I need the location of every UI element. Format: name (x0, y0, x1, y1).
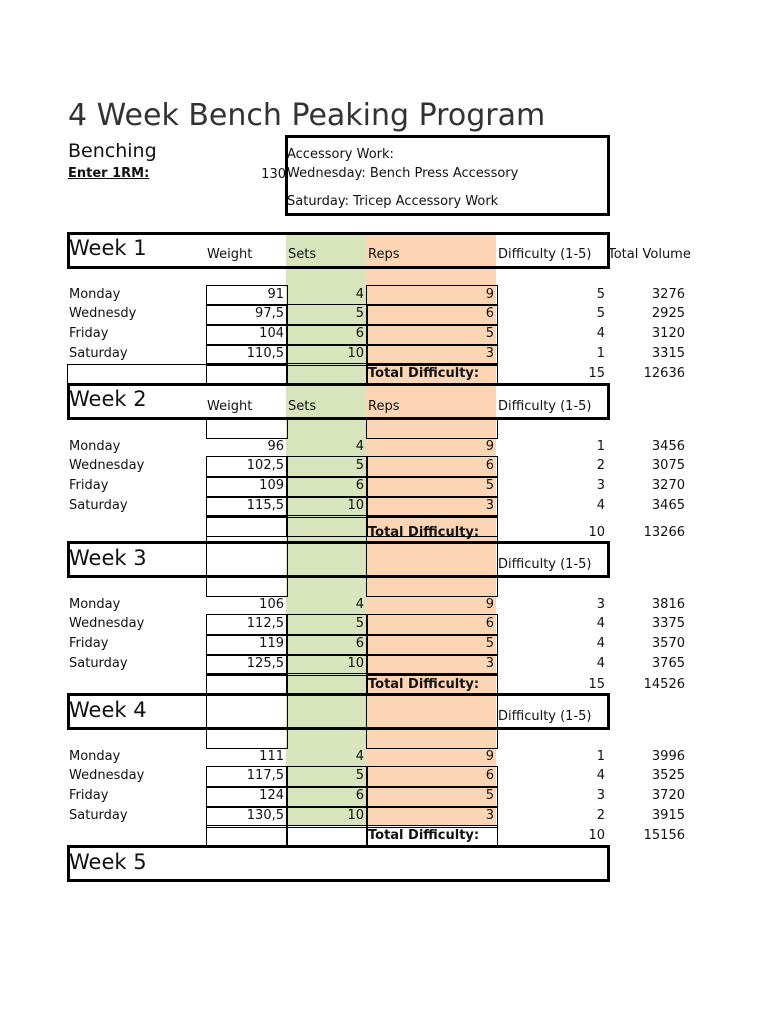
grid-cell (366, 324, 498, 346)
sets-header: Sets (288, 247, 317, 262)
total-difficulty-label: Total Difficulty: (368, 828, 480, 843)
volume-cell: 3315 (651, 346, 685, 361)
reps-cell[interactable]: 5 (485, 478, 494, 493)
total-difficulty-label: Total Difficulty: (368, 677, 480, 692)
grid-cell (206, 344, 288, 366)
week-5-label: Week 5 (69, 850, 147, 874)
weight-header: Weight (207, 399, 253, 414)
accessory-wednesday: Wednesday: Bench Press Accessory (287, 166, 519, 181)
volume-cell: 3525 (651, 768, 685, 783)
week-4-label: Week 4 (69, 698, 147, 722)
sets-cell[interactable]: 5 (355, 458, 364, 473)
reps-cell[interactable]: 9 (485, 749, 494, 764)
volume-cell: 3765 (651, 656, 685, 671)
one-rm-value[interactable]: 130 (261, 167, 286, 182)
grid-cell (206, 515, 288, 537)
total-volume-value: 14526 (643, 677, 685, 692)
sets-cell[interactable]: 4 (355, 287, 364, 302)
difficulty-cell[interactable]: 2 (596, 808, 605, 823)
grid-cell (366, 694, 498, 729)
grid-cell (206, 304, 288, 326)
sets-cell[interactable]: 6 (355, 326, 364, 341)
total-difficulty-label: Total Difficulty: (368, 525, 480, 540)
day-label: Friday (69, 636, 109, 651)
grid-cell (366, 806, 498, 828)
grid-cell (286, 324, 368, 346)
difficulty-header: Difficulty (1-5) (498, 399, 592, 414)
volume-cell: 3720 (651, 788, 685, 803)
grid-cell (366, 728, 498, 749)
sets-cell[interactable]: 6 (355, 478, 364, 493)
weight-cell[interactable]: 102,5 (246, 458, 284, 473)
total-difficulty-label: Total Difficulty: (368, 366, 480, 381)
volume-cell: 2925 (651, 306, 685, 321)
volume-cell: 3915 (651, 808, 685, 823)
weight-cell[interactable]: 130,5 (246, 808, 284, 823)
grid-cell (366, 654, 498, 676)
volume-cell: 3570 (651, 636, 685, 651)
reps-cell[interactable]: 9 (485, 597, 494, 612)
day-label: Saturday (69, 498, 128, 513)
week-5-header (67, 845, 610, 882)
grid-cell (366, 766, 498, 788)
weight-header: Weight (207, 247, 253, 262)
grid-cell (286, 515, 368, 537)
total-volume-value: 15156 (643, 828, 685, 843)
sets-header: Sets (288, 399, 317, 414)
week-2-label: Week 2 (69, 387, 147, 411)
grid-cell (286, 476, 368, 498)
reps-cell[interactable]: 6 (485, 616, 494, 631)
grid-cell (286, 496, 368, 518)
difficulty-cell[interactable]: 3 (596, 478, 605, 493)
weight-cell[interactable]: 96 (267, 439, 284, 454)
day-label: Wednesdy (69, 306, 137, 321)
reps-cell[interactable]: 6 (485, 458, 494, 473)
page-title: 4 Week Bench Peaking Program (68, 98, 546, 133)
grid-cell (366, 418, 498, 439)
grid-cell (206, 766, 288, 788)
difficulty-cell[interactable]: 4 (596, 616, 605, 631)
grid-cell (366, 363, 498, 385)
weight-cell[interactable]: 97,5 (255, 306, 284, 321)
grid-cell (286, 304, 368, 326)
day-label: Wednesday (69, 768, 145, 783)
grid-cell (286, 766, 368, 788)
difficulty-header: Difficulty (1-5) (498, 557, 592, 572)
grid-cell (286, 344, 368, 366)
sets-cell[interactable]: 6 (355, 788, 364, 803)
reps-cell[interactable]: 5 (485, 636, 494, 651)
day-label: Saturday (69, 346, 128, 361)
volume-cell: 3816 (651, 597, 685, 612)
day-label: Saturday (69, 808, 128, 823)
grid-cell (286, 456, 368, 478)
weight-cell[interactable]: 112,5 (246, 616, 284, 631)
day-label: Friday (69, 326, 109, 341)
volume-cell: 3075 (651, 458, 685, 473)
reps-cell[interactable]: 5 (485, 788, 494, 803)
difficulty-cell[interactable]: 3 (596, 597, 605, 612)
difficulty-cell[interactable]: 4 (596, 768, 605, 783)
difficulty-cell[interactable]: 1 (596, 749, 605, 764)
weight-cell[interactable]: 110,5 (246, 346, 284, 361)
volume-cell: 3276 (651, 287, 685, 302)
accessory-heading: Accessory Work: (287, 147, 394, 162)
grid-cell (286, 363, 368, 385)
day-label: Monday (69, 287, 121, 302)
grid-cell (206, 576, 288, 597)
sets-cell[interactable]: 5 (355, 768, 364, 783)
weight-cell[interactable]: 119 (259, 636, 284, 651)
grid-cell (366, 456, 498, 478)
volume-cell: 3375 (651, 616, 685, 631)
volume-cell: 3270 (651, 478, 685, 493)
sets-cell[interactable]: 10 (347, 808, 364, 823)
weight-cell[interactable]: 125,5 (246, 656, 284, 671)
week-1-label: Week 1 (69, 236, 147, 260)
volume-cell: 3456 (651, 439, 685, 454)
total-volume-header: Total Volume (608, 247, 691, 262)
grid-cell (206, 363, 288, 385)
volume-cell: 3120 (651, 326, 685, 341)
reps-cell[interactable]: 6 (485, 306, 494, 321)
grid-cell (366, 476, 498, 498)
difficulty-cell[interactable]: 4 (596, 636, 605, 651)
reps-cell[interactable]: 6 (485, 768, 494, 783)
reps-cell[interactable]: 5 (485, 326, 494, 341)
volume-cell: 3465 (651, 498, 685, 513)
grid-cell (366, 634, 498, 656)
grid-cell (286, 786, 368, 808)
week-3-label: Week 3 (69, 546, 147, 570)
day-label: Saturday (69, 656, 128, 671)
reps-cell[interactable]: 9 (485, 287, 494, 302)
grid-cell (206, 542, 288, 577)
difficulty-cell[interactable]: 3 (596, 788, 605, 803)
reps-cell[interactable]: 3 (485, 346, 494, 361)
sets-cell[interactable]: 5 (355, 306, 364, 321)
grid-cell (366, 786, 498, 808)
grid-cell (206, 673, 288, 695)
grid-cell (206, 456, 288, 478)
difficulty-cell[interactable]: 1 (596, 439, 605, 454)
sets-cell[interactable]: 4 (355, 439, 364, 454)
weight-cell[interactable]: 104 (259, 326, 284, 341)
sets-cell[interactable]: 4 (355, 597, 364, 612)
day-label: Monday (69, 749, 121, 764)
grid-cell (206, 786, 288, 808)
weight-cell[interactable]: 91 (267, 287, 284, 302)
total-difficulty-value: 10 (588, 828, 605, 843)
day-label: Monday (69, 439, 121, 454)
grid-cell (366, 673, 498, 695)
day-label: Wednesday (69, 616, 145, 631)
grid-cell (286, 806, 368, 828)
grid-cell (286, 634, 368, 656)
reps-header: Reps (368, 247, 400, 262)
grid-cell (366, 614, 498, 636)
grid-cell (366, 344, 498, 366)
difficulty-header: Difficulty (1-5) (498, 247, 592, 262)
weight-cell[interactable]: 109 (259, 478, 284, 493)
grid-cell (206, 728, 288, 749)
grid-cell (366, 496, 498, 518)
weight-cell[interactable]: 115,5 (246, 498, 284, 513)
reps-cell[interactable]: 3 (485, 498, 494, 513)
grid-cell (286, 614, 368, 636)
difficulty-cell[interactable]: 4 (596, 326, 605, 341)
day-label: Friday (69, 478, 109, 493)
grid-cell (206, 614, 288, 636)
grid-cell (366, 542, 498, 577)
sets-cell[interactable]: 10 (347, 346, 364, 361)
difficulty-header: Difficulty (1-5) (498, 709, 592, 724)
weight-cell[interactable]: 117,5 (246, 768, 284, 783)
sets-cell[interactable]: 10 (347, 656, 364, 671)
sets-cell[interactable]: 6 (355, 636, 364, 651)
total-volume-value: 12636 (643, 366, 685, 381)
grid-cell (206, 476, 288, 498)
reps-cell[interactable]: 3 (485, 808, 494, 823)
grid-cell (206, 418, 288, 439)
accessory-saturday: Saturday: Tricep Accessory Work (287, 194, 499, 209)
reps-cell[interactable]: 9 (485, 439, 494, 454)
volume-cell: 3996 (651, 749, 685, 764)
day-label: Monday (69, 597, 121, 612)
difficulty-cell[interactable]: 1 (596, 346, 605, 361)
sets-cell[interactable]: 4 (355, 749, 364, 764)
total-volume-value: 13266 (643, 525, 685, 540)
sets-cell[interactable]: 10 (347, 498, 364, 513)
grid-cell (206, 806, 288, 828)
grid-cell (366, 515, 498, 537)
weight-cell[interactable]: 106 (259, 597, 284, 612)
grid-cell (206, 825, 288, 847)
grid-cell (286, 825, 368, 847)
grid-cell (286, 654, 368, 676)
grid-cell (366, 825, 498, 847)
grid-cell (206, 324, 288, 346)
one-rm-label: Enter 1RM: (68, 166, 150, 181)
grid-cell (206, 634, 288, 656)
weight-cell[interactable]: 111 (259, 749, 284, 764)
reps-header: Reps (368, 399, 400, 414)
day-label: Friday (69, 788, 109, 803)
grid-cell (366, 304, 498, 326)
grid-cell (286, 673, 368, 695)
grid-cell (366, 576, 498, 597)
grid-cell (206, 654, 288, 676)
difficulty-cell[interactable]: 4 (596, 498, 605, 513)
day-label: Wednesday (69, 458, 145, 473)
difficulty-cell[interactable]: 4 (596, 656, 605, 671)
difficulty-cell[interactable]: 2 (596, 458, 605, 473)
total-difficulty-value: 15 (588, 677, 605, 692)
weight-cell[interactable]: 124 (259, 788, 284, 803)
difficulty-cell[interactable]: 5 (596, 287, 605, 302)
grid-cell (206, 496, 288, 518)
grid-cell (206, 694, 288, 729)
difficulty-cell[interactable]: 5 (596, 306, 605, 321)
sets-cell[interactable]: 5 (355, 616, 364, 631)
reps-cell[interactable]: 3 (485, 656, 494, 671)
total-difficulty-value: 10 (588, 525, 605, 540)
section-subtitle: Benching (68, 140, 157, 162)
total-difficulty-value: 15 (588, 366, 605, 381)
